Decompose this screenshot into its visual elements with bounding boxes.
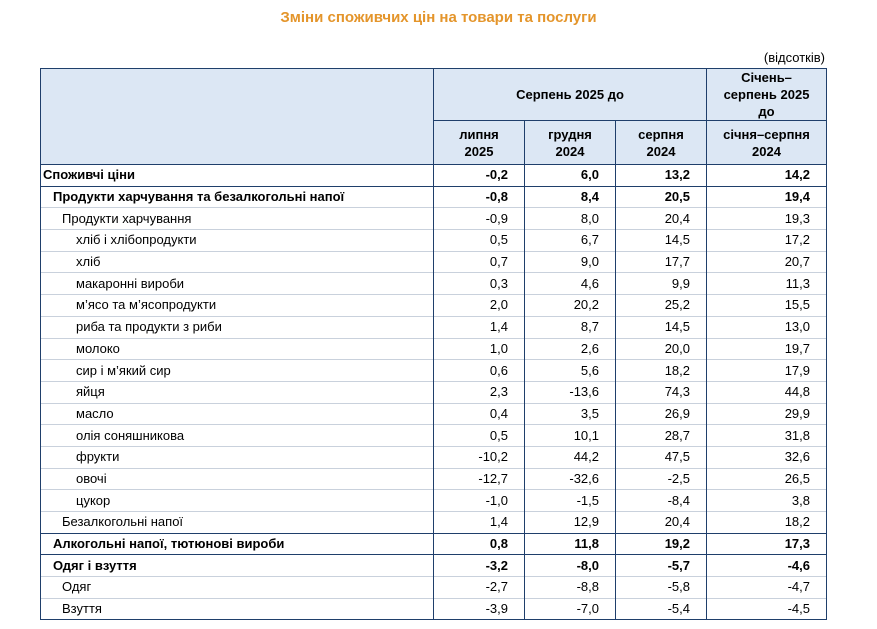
row-value: -4,7	[707, 577, 827, 599]
row-value: 12,9	[525, 512, 616, 534]
row-value: -3,2	[434, 555, 525, 577]
table-row	[41, 273, 827, 295]
row-value: 0,5	[434, 425, 525, 447]
row-value: -12,7	[434, 468, 525, 490]
row-label: яйця	[41, 381, 434, 403]
row-value: 20,4	[616, 512, 707, 534]
row-value: 18,2	[707, 512, 827, 534]
row-value: 13,2	[616, 165, 707, 187]
row-value: -1,0	[434, 490, 525, 512]
header-col-jan-aug-2024-text: січня–серпня 2024	[723, 126, 810, 159]
table-row	[41, 598, 827, 620]
table-row	[41, 381, 827, 403]
row-value: -4,5	[707, 598, 827, 620]
row-value: -32,6	[525, 468, 616, 490]
table-row	[41, 186, 827, 208]
table-row	[41, 403, 827, 425]
header-col-jan-aug-2024	[707, 121, 827, 165]
row-value: 3,8	[707, 490, 827, 512]
row-value: 17,7	[616, 251, 707, 273]
row-label: сир і м’який сир	[41, 360, 434, 382]
row-value: 26,9	[616, 403, 707, 425]
row-value: 4,6	[525, 273, 616, 295]
table-row	[41, 251, 827, 273]
header-group-august-2025: Серпень 2025 до	[434, 69, 707, 121]
row-value: -8,8	[525, 577, 616, 599]
row-label: Алкогольні напої, тютюнові вироби	[41, 533, 434, 555]
row-label: цукор	[41, 490, 434, 512]
row-value: 20,7	[707, 251, 827, 273]
row-value: 14,5	[616, 316, 707, 338]
row-label: овочі	[41, 468, 434, 490]
row-value: -3,9	[434, 598, 525, 620]
row-value: 20,2	[525, 295, 616, 317]
row-value: 11,3	[707, 273, 827, 295]
row-value: 11,8	[525, 533, 616, 555]
row-value: 15,5	[707, 295, 827, 317]
row-value: 3,5	[525, 403, 616, 425]
row-value: 9,9	[616, 273, 707, 295]
header-group-jan-aug-2025	[707, 69, 827, 121]
row-label: риба та продукти з риби	[41, 316, 434, 338]
row-value: -7,0	[525, 598, 616, 620]
row-value: -5,4	[616, 598, 707, 620]
row-value: -0,8	[434, 186, 525, 208]
header-col-july-2025-text: липня 2025	[459, 126, 499, 159]
row-value: 26,5	[707, 468, 827, 490]
table-row	[41, 446, 827, 468]
row-value: -13,6	[525, 381, 616, 403]
row-value: 1,4	[434, 316, 525, 338]
row-value: 19,4	[707, 186, 827, 208]
table-row	[41, 468, 827, 490]
row-value: 29,9	[707, 403, 827, 425]
row-label: Взуття	[41, 598, 434, 620]
row-value: -2,7	[434, 577, 525, 599]
table-body	[41, 165, 827, 620]
row-value: 9,0	[525, 251, 616, 273]
row-value: -4,6	[707, 555, 827, 577]
header-col-aug-2024-text: серпня 2024	[638, 126, 684, 159]
row-value: 17,9	[707, 360, 827, 382]
row-value: -8,4	[616, 490, 707, 512]
row-value: 0,7	[434, 251, 525, 273]
row-value: 14,5	[616, 230, 707, 252]
row-value: 0,3	[434, 273, 525, 295]
row-value: 19,3	[707, 208, 827, 230]
table-row	[41, 338, 827, 360]
row-label: масло	[41, 403, 434, 425]
row-value: 0,8	[434, 533, 525, 555]
row-value: 25,2	[616, 295, 707, 317]
header-group-jan-aug-2025-text: Січень–серпень 2025 до	[723, 70, 810, 119]
price-change-table	[40, 68, 827, 620]
page-title: Зміни споживчих цін на товари та послуги	[280, 9, 597, 26]
row-value: 1,0	[434, 338, 525, 360]
row-value: -5,7	[616, 555, 707, 577]
table-row	[41, 208, 827, 230]
table-row	[41, 490, 827, 512]
row-label: фрукти	[41, 446, 434, 468]
row-value: 2,3	[434, 381, 525, 403]
row-value: 13,0	[707, 316, 827, 338]
row-value: 18,2	[616, 360, 707, 382]
row-value: 2,0	[434, 295, 525, 317]
header-col-dec-2024	[525, 121, 616, 165]
row-value: 19,7	[707, 338, 827, 360]
table-row	[41, 165, 827, 187]
row-value: 2,6	[525, 338, 616, 360]
row-value: -8,0	[525, 555, 616, 577]
row-value: 44,2	[525, 446, 616, 468]
row-value: 44,8	[707, 381, 827, 403]
row-value: 20,4	[616, 208, 707, 230]
row-label: молоко	[41, 338, 434, 360]
row-label: Одяг і взуття	[41, 555, 434, 577]
row-value: -0,2	[434, 165, 525, 187]
row-value: 6,0	[525, 165, 616, 187]
row-value: -0,9	[434, 208, 525, 230]
table-row	[41, 316, 827, 338]
row-value: 6,7	[525, 230, 616, 252]
row-label: Безалкогольні напої	[41, 512, 434, 534]
row-value: 28,7	[616, 425, 707, 447]
row-value: 17,2	[707, 230, 827, 252]
unit-label: (відсотків)	[763, 50, 825, 65]
row-value: 0,6	[434, 360, 525, 382]
row-label: хліб і хлібопродукти	[41, 230, 434, 252]
row-label: Одяг	[41, 577, 434, 599]
row-label: хліб	[41, 251, 434, 273]
table-row	[41, 425, 827, 447]
row-value: 8,7	[525, 316, 616, 338]
row-value: 8,0	[525, 208, 616, 230]
row-value: 47,5	[616, 446, 707, 468]
row-label: Споживчі ціни	[41, 165, 434, 187]
row-value: -2,5	[616, 468, 707, 490]
table-row	[41, 295, 827, 317]
row-value: 17,3	[707, 533, 827, 555]
row-value: 19,2	[616, 533, 707, 555]
row-value: 14,2	[707, 165, 827, 187]
row-value: -10,2	[434, 446, 525, 468]
table-row	[41, 555, 827, 577]
row-value: 74,3	[616, 381, 707, 403]
table-row	[41, 577, 827, 599]
row-value: -5,8	[616, 577, 707, 599]
row-label: Продукти харчування	[41, 208, 434, 230]
row-value: 5,6	[525, 360, 616, 382]
row-value: 20,5	[616, 186, 707, 208]
header-empty-cell	[41, 69, 434, 165]
row-value: 32,6	[707, 446, 827, 468]
row-value: 8,4	[525, 186, 616, 208]
table-row	[41, 533, 827, 555]
row-value: 0,5	[434, 230, 525, 252]
table-row	[41, 230, 827, 252]
row-value: 10,1	[525, 425, 616, 447]
row-label: м’ясо та м’ясопродукти	[41, 295, 434, 317]
row-value: -1,5	[525, 490, 616, 512]
row-value: 1,4	[434, 512, 525, 534]
row-label: макаронні вироби	[41, 273, 434, 295]
row-label: Продукти харчування та безалкогольні напої	[41, 186, 434, 208]
table-row	[41, 512, 827, 534]
header-col-july-2025	[434, 121, 525, 165]
row-label: олія соняшникова	[41, 425, 434, 447]
row-value: 20,0	[616, 338, 707, 360]
row-value: 31,8	[707, 425, 827, 447]
header-col-aug-2024	[616, 121, 707, 165]
row-value: 0,4	[434, 403, 525, 425]
header-col-dec-2024-text: грудня 2024	[548, 126, 592, 159]
table-row	[41, 360, 827, 382]
